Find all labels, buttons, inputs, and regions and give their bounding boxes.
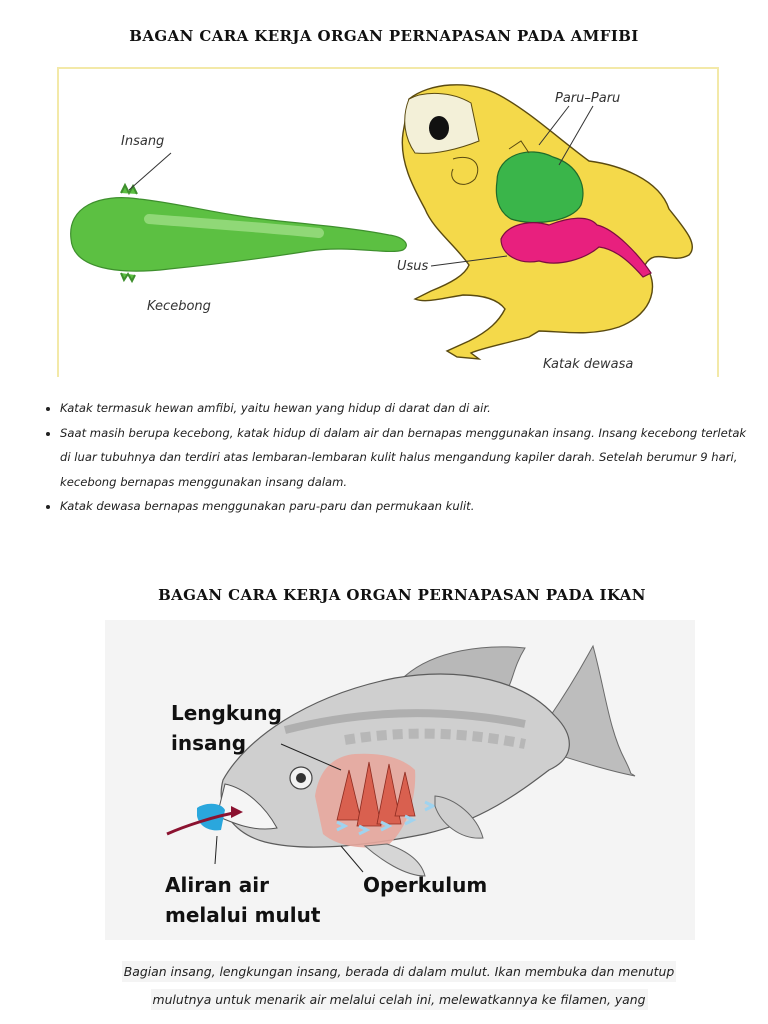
insang-label: Insang xyxy=(121,134,165,149)
ikan-figure xyxy=(105,620,695,940)
usus-label: Usus xyxy=(397,259,429,274)
tadpole-illustration xyxy=(71,185,407,281)
lengkung-label-line1: Lengkung xyxy=(171,701,282,725)
bullet-item: • Saat masih berupa kecebong, katak hidup di dalam air dan bernapas menggunakan insang. Insang kecebong terletak di luar tubuhnya dan terdiri atas lembaran-lembaran kulit halus mengandung kapiler darah. Setelah berumur 9 hari, kecebong bernapas menggunakan insang dalam. xyxy=(60,421,750,495)
kecebong-label: Kecebong xyxy=(147,299,211,314)
amfibi-illustration xyxy=(59,69,717,377)
fish-illustration xyxy=(197,646,635,876)
amfibi-figure xyxy=(57,67,719,377)
frog-illustration xyxy=(402,85,692,359)
operkulum-pointer xyxy=(341,846,363,872)
amfibi-bullet-list xyxy=(38,396,750,519)
aliran-label-line1: Aliran air xyxy=(165,873,269,897)
insang-pointer xyxy=(129,153,171,190)
katak-label: Katak dewasa xyxy=(543,357,634,372)
aliran-label-line2: melalui mulut xyxy=(165,903,321,927)
lengkung-label-line2: insang xyxy=(171,731,247,755)
paragraph-line: Bagian insang, lengkungan insang, berada di dalam mulut. Ikan membuka dan menutup xyxy=(62,958,736,986)
paru-label: Paru–Paru xyxy=(555,91,621,106)
operkulum-label: Operkulum xyxy=(363,873,488,897)
paragraph-line: mulutnya untuk menarik air melalui celah ini, melewatkannya ke filamen, yang xyxy=(62,986,736,1014)
ikan-illustration xyxy=(105,620,695,940)
ikan-title: BAGAN CARA KERJA ORGAN PERNAPASAN PADA IKAN xyxy=(158,586,646,604)
ikan-paragraph xyxy=(62,958,736,1014)
amfibi-title: BAGAN CARA KERJA ORGAN PERNAPASAN PADA AMFIBI xyxy=(129,27,639,45)
bullet-item: • Katak termasuk hewan amfibi, yaitu hewan yang hidup di darat dan di air. xyxy=(60,396,750,421)
aliran-pointer xyxy=(215,836,217,864)
bullet-item: • Katak dewasa bernapas menggunakan paru-paru dan permukaan kulit. xyxy=(60,494,750,519)
